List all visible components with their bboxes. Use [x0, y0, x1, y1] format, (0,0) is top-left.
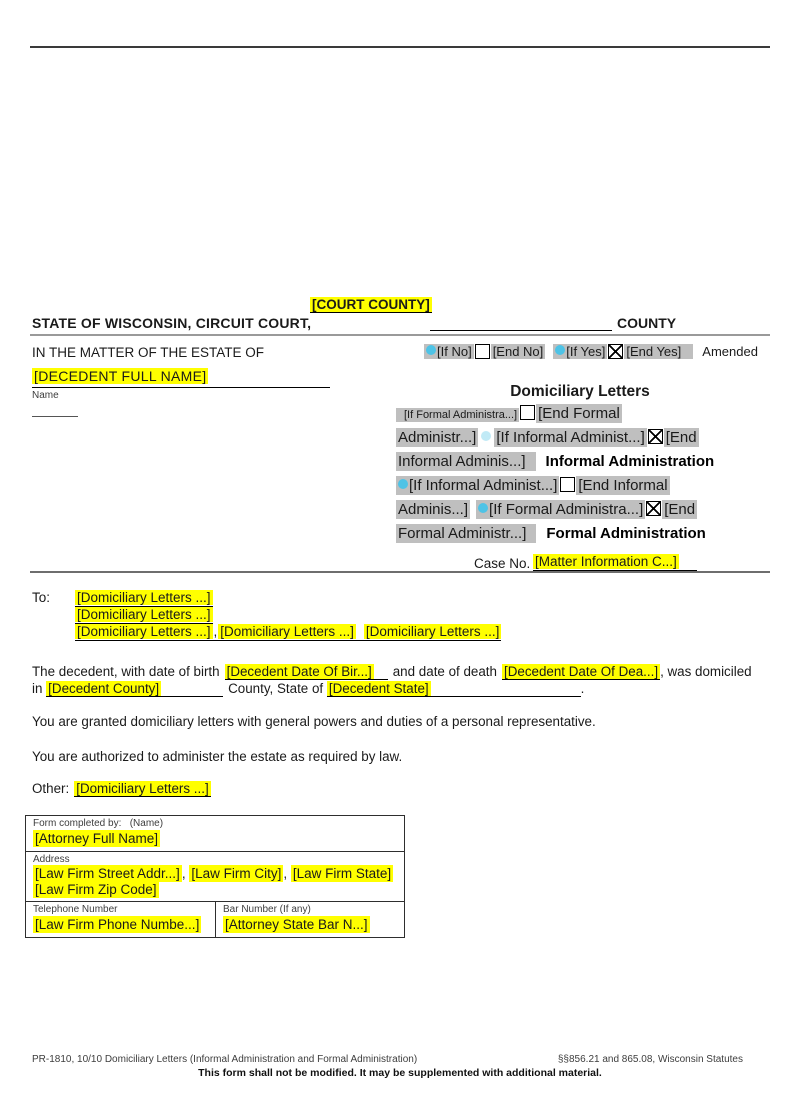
other-label: Other:	[32, 781, 70, 796]
to-line-3: [Domiciliary Letters ...] , [Domiciliary Letters ...] [Domiciliary Letters ...]	[77, 624, 500, 639]
amended-label: Amended	[702, 344, 758, 359]
decedent-name-line	[32, 368, 330, 388]
end-no-checkbox[interactable]	[475, 344, 490, 359]
county-field-wrap	[46, 681, 223, 697]
informal-checkbox[interactable]	[648, 429, 663, 444]
end-informal-marker2-part1[interactable]: [End Informal	[578, 477, 668, 494]
case-section-rule	[30, 571, 770, 573]
domiciliary-letters-field[interactable]: [Domiciliary Letters ...]	[77, 590, 211, 605]
page-title: Domiciliary Letters	[510, 383, 650, 400]
telephone-cell	[26, 902, 216, 937]
state-of-wisconsin-line: STATE OF WISCONSIN, CIRCUIT COURT,	[32, 315, 312, 331]
attorney-name-field[interactable]: [Attorney Full Name]	[35, 831, 159, 846]
conditional-line	[396, 402, 714, 426]
end-informal-marker-part1[interactable]: [End	[665, 429, 697, 446]
decedent-county-field[interactable]: [Decedent County]	[48, 681, 160, 696]
condition-dot-icon	[426, 345, 436, 355]
address-line-2	[33, 882, 397, 897]
conditional-line	[396, 450, 714, 474]
court-county-field-wrap	[310, 297, 432, 312]
county-blank-line	[430, 315, 612, 331]
condition-dot-icon	[555, 345, 565, 355]
end-yes-checkbox[interactable]	[608, 344, 623, 359]
case-no-field[interactable]: [Matter Information C...]	[535, 554, 677, 569]
phone-bar-row	[26, 902, 404, 937]
dob-field-wrap	[225, 664, 388, 680]
attorney-bar-field[interactable]: [Attorney State Bar N...]	[225, 917, 368, 932]
other-field[interactable]: [Domiciliary Letters ...]	[76, 781, 209, 796]
decedent-full-name-field[interactable]: [DECEDENT FULL NAME]	[34, 368, 207, 384]
name-caption: Name	[32, 390, 59, 401]
state-field-wrap	[327, 681, 581, 697]
address-line-1: [Law Firm Street Addr...] , [Law Firm City] , [Law Firm State]	[35, 866, 392, 881]
completed-by-label: Form completed by: (Name)	[33, 818, 164, 829]
to-label: To:	[32, 590, 51, 605]
dod-field-wrap	[502, 664, 660, 680]
formal-checkbox[interactable]	[520, 405, 535, 420]
condition-dot-icon	[481, 431, 491, 441]
granted-letters-paragraph: You are granted domiciliary letters with general powers and duties of a personal representative.	[32, 714, 596, 729]
telephone-label: Telephone Number	[33, 904, 118, 915]
if-yes-marker[interactable]: [If Yes]	[553, 344, 607, 359]
decedent-paragraph-line1: The decedent, with date of birth [Decedent Date Of Bir...] and date of death [Decedent Date Of Dea...] , was domiciled	[32, 664, 752, 679]
other-row	[32, 781, 211, 796]
informal-administration-text: Informal Administration	[545, 453, 715, 470]
address-row	[26, 852, 404, 902]
end-formal-marker2-part2[interactable]: Formal Administr...]	[396, 524, 536, 543]
administration-conditional-block	[396, 402, 714, 546]
short-blank-line	[32, 416, 78, 417]
end-formal-marker-part2[interactable]: Administr...]	[398, 429, 477, 446]
if-informal-marker2[interactable]: [If Informal Administ...]	[396, 476, 559, 495]
address-label: Address	[33, 854, 70, 865]
amended-conditional-markers	[424, 344, 758, 359]
authorized-paragraph: You are authorized to administer the estate as required by law.	[32, 749, 403, 764]
formal-administration-text: Formal Administration	[546, 525, 706, 542]
bar-number-cell	[216, 902, 404, 937]
formal-checkbox2[interactable]	[646, 501, 661, 516]
to-line-1	[75, 590, 501, 607]
domiciliary-letters-field[interactable]: [Domiciliary Letters ...]	[77, 607, 211, 622]
end-yes-marker[interactable]: [End Yes]	[624, 344, 693, 359]
law-firm-state-field[interactable]: [Law Firm State]	[292, 866, 392, 881]
case-no-field-wrap	[533, 554, 697, 572]
law-firm-zip-field[interactable]: [Law Firm Zip Code]	[35, 882, 157, 897]
case-no-label: Case No.	[474, 556, 531, 571]
law-firm-phone-field[interactable]: [Law Firm Phone Numbe...]	[35, 917, 200, 932]
domiciliary-letters-field[interactable]: [Domiciliary Letters ...]	[365, 624, 500, 639]
form-number-footer: PR-1810, 10/10 Domiciliary Letters (Informal Administration and Formal Administration)	[32, 1054, 418, 1065]
conditional-line	[396, 426, 714, 450]
decedent-dod-field[interactable]: [Decedent Date Of Dea...]	[503, 664, 659, 679]
to-values	[75, 590, 501, 641]
law-firm-street-field[interactable]: [Law Firm Street Addr...]	[35, 866, 180, 881]
matter-of-estate-line: IN THE MATTER OF THE ESTATE OF	[32, 345, 265, 360]
end-informal-marker-part2[interactable]: Informal Adminis...]	[396, 452, 536, 471]
conditional-line	[396, 498, 714, 522]
decedent-dob-field[interactable]: [Decedent Date Of Bir...]	[226, 664, 372, 679]
if-no-marker[interactable]: [If No]	[424, 344, 474, 359]
law-firm-city-field[interactable]: [Law Firm City]	[191, 866, 282, 881]
top-rule	[30, 46, 770, 48]
decedent-state-field[interactable]: [Decedent State]	[328, 681, 429, 696]
condition-dot-icon	[398, 479, 408, 489]
if-formal-marker2[interactable]: [If Formal Administra...]	[476, 500, 645, 519]
completed-by-row	[26, 816, 404, 852]
domiciliary-letters-field[interactable]: [Domiciliary Letters ...]	[220, 624, 354, 639]
conditional-line	[396, 474, 714, 498]
form-completed-by-box	[25, 815, 405, 938]
end-informal-marker2-part2[interactable]: Adminis...]	[398, 501, 469, 518]
header-rule	[30, 334, 770, 336]
do-not-modify-notice: This form shall not be modified. It may be supplemented with additional material.	[198, 1067, 602, 1079]
domiciliary-letters-field[interactable]: [Domiciliary Letters ...]	[77, 624, 211, 639]
if-informal-marker[interactable]: [If Informal Administ...]	[496, 429, 645, 446]
conditional-line	[396, 522, 714, 546]
end-no-marker[interactable]: [End No]	[492, 344, 544, 359]
county-word: COUNTY	[617, 315, 677, 331]
statutes-footer: §§856.21 and 865.08, Wisconsin Statutes	[557, 1054, 743, 1065]
end-formal-marker-part1[interactable]: [End Formal	[538, 405, 620, 422]
end-formal-marker2-part1[interactable]: [End	[664, 501, 696, 518]
condition-dot-icon	[478, 503, 488, 513]
bar-number-label: Bar Number (If any)	[223, 904, 311, 915]
to-line-2	[75, 607, 501, 624]
if-formal-marker[interactable]: [If Formal Administra...]	[396, 408, 519, 422]
decedent-paragraph-line2: in [Decedent County] County, State of [Decedent State] .	[32, 681, 585, 696]
court-county-field[interactable]: [COURT COUNTY]	[312, 297, 430, 312]
informal-checkbox2[interactable]	[560, 477, 575, 492]
